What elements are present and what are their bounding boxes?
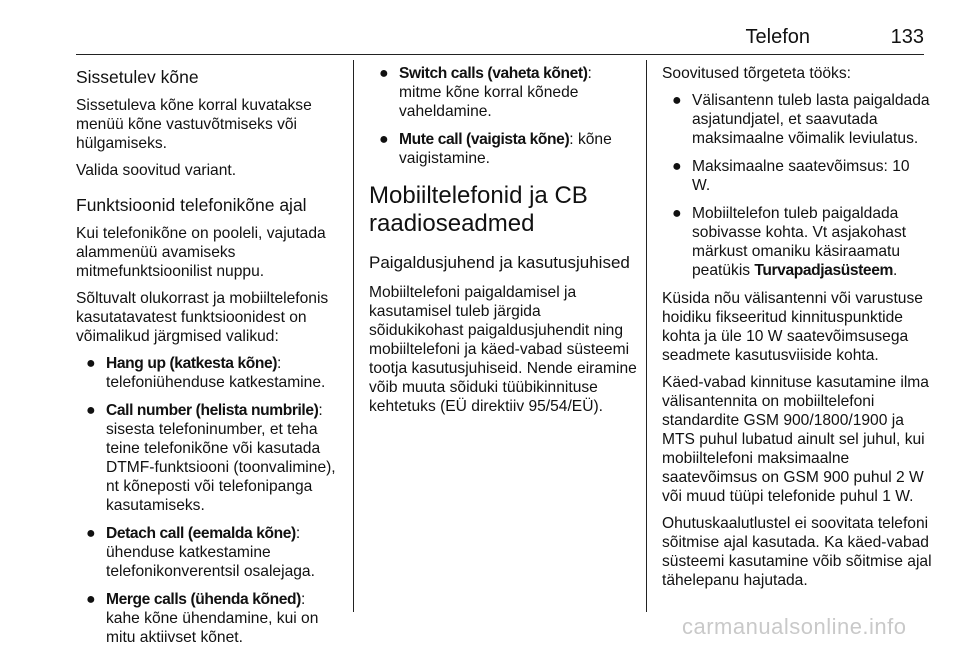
term-merge-calls: Merge calls (ühenda kõned) — [106, 591, 301, 608]
column-divider-2 — [646, 60, 647, 612]
column-divider-1 — [353, 60, 354, 612]
text-hang-up: telefoniühenduse katkestamine. — [106, 374, 326, 391]
text-detach-call: ühenduse katkestamine telefonikonverentsil osalejaga. — [106, 544, 315, 580]
paragraph-handsfree: Käed-vabad kinnituse kasutamine ilma välisantennita on mobiiltelefoni standardite GSM 900/1800/1900 ja MTS puhul lubatud ainult sel juhul, kui mobiiltelefoni maksimaalne saatevõimsus on GSM 900 puhul 2 W või muud tüüpi telefonide puhul 1 W. — [662, 374, 929, 505]
paragraph-incoming-call: Sissetuleva kõne korral kuvatakse menüü kõne vastuvõtmiseks või hülgamiseks. — [76, 97, 312, 152]
heading-mobile-phones: Mobiiltelefonid ja CB raadioseadmed — [369, 182, 588, 237]
paragraph-installation: Mobiiltelefoni paigaldamisel ja kasutamisel tuleb järgida sõidukikohast paigaldusjuhendit ning mobiiltelefoni ja käed-vabad süsteemi tootja kasutusjuhiseid. Nende eiramine võib muuta sõiduki tüübikinnituse kehtetuks (EÜ direktiiv 95/54/EÜ). — [369, 284, 637, 415]
term-hang-up: Hang up (katkesta kõne) — [106, 355, 278, 372]
term-switch-calls: Switch calls (vaheta kõnet) — [399, 65, 588, 82]
column-1 — [76, 64, 342, 656]
term-airbag-system: Turvapadjasüsteem — [754, 262, 893, 279]
bullet-icon: ● — [672, 205, 682, 222]
bullet-icon: ● — [672, 158, 682, 175]
text-external-antenna: Välisantenn tuleb lasta paigaldada asjatundjatel, et saavutada maksimaalne võimalik leviulatus. — [692, 92, 930, 147]
paragraph-call-functions: Kui telefonikõne on pooleli, vajutada alammenüü avamiseks mitmefunktsioonilist nuppu. — [76, 225, 326, 280]
heading-incoming-call: Sissetulev kõne — [76, 67, 199, 87]
list-item-call-number: ● Call number (helista numbrile): sisesta telefoninumber, et teha teine telefonikõne või kasutada DTMF-funktsiooni (toonvalimine), nt kõneposti või telefonipanga kasutamiseks. — [86, 402, 336, 514]
header-rule — [76, 54, 924, 55]
bullet-icon: ● — [86, 402, 96, 419]
paragraph-ask-advice: Küsida nõu välisantenni või varustuse hoidiku fikseeritud kinnituspunktide kohta ja üle 10 W saatevõimsusega seadmete kasutusviiside kohta. — [662, 290, 923, 364]
term-mute-call: Mute call (vaigista kõne) — [399, 131, 570, 148]
list-item-phone-placement: ● Mobiiltelefon tuleb paigaldada sobivasse kohta. Vt asjakohast märkust omaniku käsiraamatu peatükis Turvapadjasüsteem. — [672, 205, 907, 279]
column-2 — [369, 64, 637, 424]
page-number: 133 — [890, 26, 924, 48]
term-detach-call: Detach call (eemalda kõne) — [106, 525, 296, 542]
list-item-merge-calls: ● Merge calls (ühenda kõned): kahe kõne ühendamine, kui on mitu aktiivset kõnet. — [86, 591, 319, 646]
bullet-icon: ● — [86, 355, 96, 372]
list-item-hang-up: ● Hang up (katkesta kõne): telefoniühenduse katkestamine. — [86, 355, 326, 391]
list-item-switch-calls: ● Switch calls (vaheta kõnet): mitme kõne korral kõnede vaheldamine. — [379, 65, 592, 120]
call-options-list — [76, 354, 342, 647]
page-header — [0, 26, 960, 54]
list-item-detach-call: ● Detach call (eemalda kõne): ühenduse katkestamine telefonikonverentsil osalejaga. — [86, 525, 315, 580]
recommendations-list — [662, 91, 932, 280]
list-item-max-power — [662, 157, 932, 195]
watermark: carmanualsonline.info — [682, 614, 907, 639]
bullet-icon: ● — [672, 92, 682, 109]
paragraph-choose-option: Valida soovitud variant. — [76, 162, 237, 179]
paragraph-safety: Ohutuskaalutlustel ei soovitata telefoni sõitmise ajal kasutada. Ka käed-vabad süsteemi kasutamine võib sõitmise ajal tähelepanu hajutada. — [662, 515, 932, 589]
text-call-number: sisesta telefoninumber, et teha teine telefonikõne või kasutada DTMF-funktsiooni (toonvalimine), nt kõneposti või telefonipanga kasutamiseks. — [106, 421, 336, 514]
paragraph-recommendations: Soovitused tõrgeteta tööks: — [662, 65, 851, 82]
bullet-icon: ● — [86, 525, 96, 542]
list-item-external-antenna — [662, 91, 932, 148]
column-3 — [662, 64, 932, 598]
list-item-mute-call: ● Mute call (vaigista kõne): kõne vaigistamine. — [379, 131, 612, 167]
text-max-power: Maksimaalne saatevõimsus: 10 W. — [692, 158, 910, 194]
heading-call-functions: Funktsioonid telefonikõne ajal — [76, 195, 307, 215]
text-merge-calls: kahe kõne ühendamine, kui on mitu aktiivset kõnet. — [106, 610, 319, 646]
bullet-icon: ● — [379, 131, 389, 148]
text-phone-placement: Mobiiltelefon tuleb paigaldada sobivasse kohta. Vt asjakohast märkust omaniku käsiraamatu peatükis — [692, 205, 907, 279]
heading-installation: Paigaldusjuhend ja kasutusjuhised — [369, 253, 630, 272]
bullet-icon: ● — [379, 65, 389, 82]
text-mute-call: kõne vaigistamine. — [399, 131, 612, 167]
bullet-icon: ● — [86, 591, 96, 608]
term-call-number: Call number (helista numbrile) — [106, 402, 319, 419]
paragraph-depending: Sõltuvalt olukorrast ja mobiiltelefonis kasutatavatest funktsioonidest on võimalikud järgmised valikud: — [76, 290, 329, 345]
page-title: Telefon — [745, 26, 810, 48]
call-options-list-continued — [369, 64, 637, 168]
text-switch-calls: mitme kõne korral kõnede vaheldamine. — [399, 84, 579, 120]
